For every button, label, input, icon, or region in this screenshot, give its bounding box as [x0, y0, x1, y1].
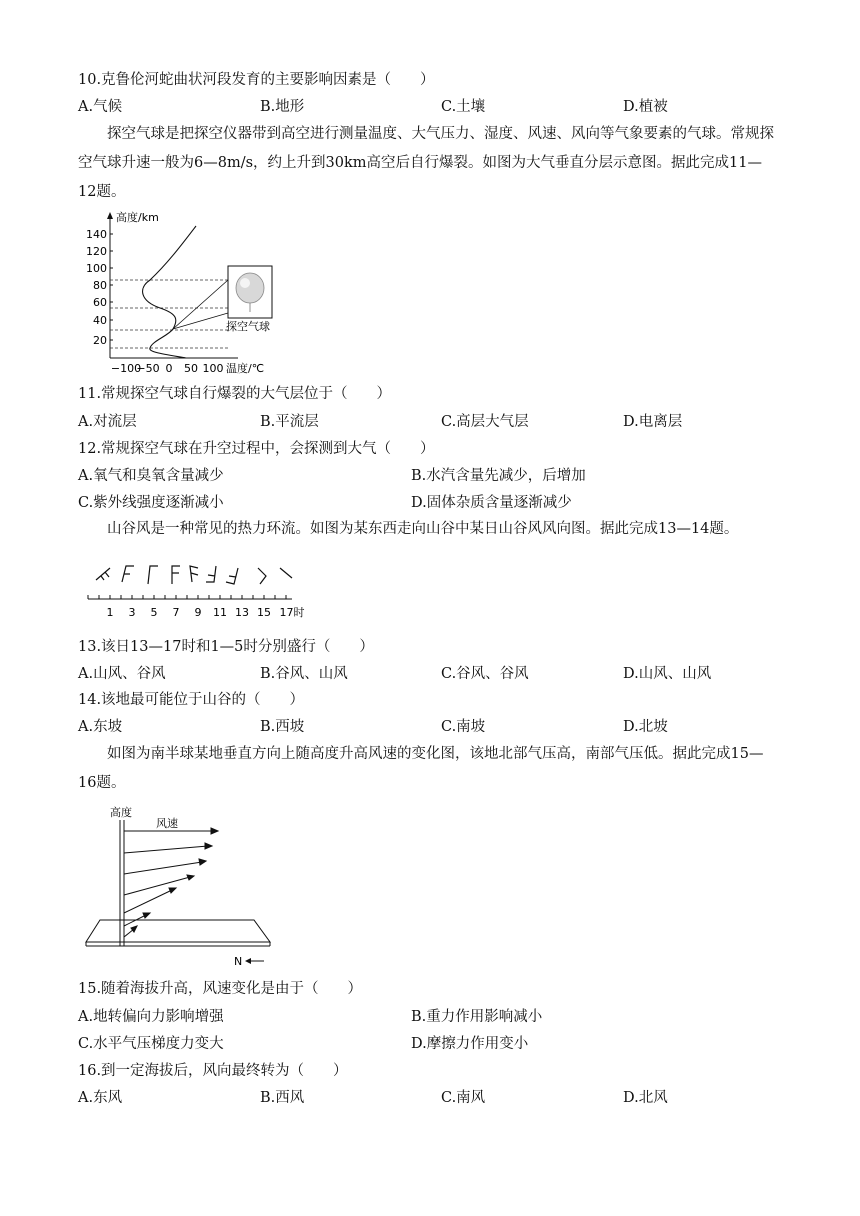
fig1-xlabel: 温度/℃ [226, 362, 265, 375]
fig2-tick: 13 [235, 606, 249, 619]
north-arrow-icon [245, 958, 251, 964]
intro-11-12: 探空气球是把探空仪器带到高空进行测量温度、大气压力、湿度、风速、风向等气象要素的气球。常规探空气球升速一般为6—8m/s，约上升到30km高空后自行爆裂。如图为大气垂直分层示意图。据此完成11—12题。 [78, 126, 774, 200]
intro-13-14: 山谷风是一种常见的热力环流。如图为某东西走向山谷中某日山谷风风向图。据此完成13—14题。 [107, 521, 739, 537]
q14-option-d[interactable]: D.北坡 [623, 719, 668, 735]
fig2-tick: 11 [213, 606, 227, 619]
q15-stem: 15.随着海拔升高，风速变化是由于（ ） [78, 981, 363, 997]
fig1-ytick: 20 [93, 334, 107, 347]
fig1-xtick: −100 [110, 362, 142, 375]
fig2-tick: 17时 [279, 606, 305, 619]
fig1-ylabel: 高度/km [116, 211, 159, 224]
q12-option-c[interactable]: C.紫外线强度逐渐减小 [78, 495, 224, 511]
intro-15-16: 如图为南半球某地垂直方向上随高度升高风速的变化图，该地北部气压高，南部气压低。据此完成15—16题。 [78, 746, 764, 791]
q13-option-a[interactable]: A.山风、谷风 [78, 666, 166, 682]
q16-stem: 16.到一定海拔后，风向最终转为（ ） [78, 1063, 348, 1079]
fig1-ytick: 40 [93, 314, 107, 327]
q10-option-b[interactable]: B.地形 [260, 99, 305, 115]
fig3-north-label: N [234, 955, 243, 968]
q12-option-b[interactable]: B.水汽含量先减少，后增加 [411, 468, 586, 484]
q14-option-a[interactable]: A.东坡 [78, 719, 123, 735]
q11-option-d[interactable]: D.电离层 [623, 414, 683, 430]
fig1-xtick: 50 [184, 362, 198, 375]
q11-stem: 11.常规探空气球自行爆裂的大气层位于（ ） [78, 386, 392, 402]
q10-option-a[interactable]: A.气候 [78, 99, 123, 115]
fig1-xtick: 100 [202, 362, 224, 375]
fig2-tick: 15 [257, 606, 271, 619]
q14-option-b[interactable]: B.西坡 [260, 719, 305, 735]
fig1-xtick: 0 [165, 362, 173, 375]
q11-option-a[interactable]: A.对流层 [78, 414, 137, 430]
balloon-icon [236, 273, 264, 303]
fig2-tick: 3 [128, 606, 136, 619]
q10-stem: 10.克鲁伦河蛇曲状河段发育的主要影响因素是（ ） [78, 72, 435, 88]
q15-option-b[interactable]: B.重力作用影响减小 [411, 1009, 543, 1025]
q15-option-d[interactable]: D.摩擦力作用变小 [411, 1036, 529, 1052]
fig1-ytick: 100 [86, 262, 107, 275]
figure-atmosphere-layers [78, 208, 328, 378]
q10-option-d[interactable]: D.植被 [623, 99, 668, 115]
q16-option-b[interactable]: B.西风 [260, 1090, 305, 1106]
q16-option-c[interactable]: C.南风 [441, 1090, 486, 1106]
q16-option-a[interactable]: A.东风 [78, 1090, 123, 1106]
fig2-tick: 1 [106, 606, 114, 619]
fig1-ytick: 60 [93, 296, 107, 309]
q13-option-d[interactable]: D.山风、山风 [623, 666, 712, 682]
fig1-balloon-label: 探空气球 [226, 320, 270, 333]
figure-valley-wind [82, 558, 322, 622]
fig3-ylabel: 高度 [110, 806, 132, 819]
fig2-tick: 9 [194, 606, 202, 619]
q16-option-d[interactable]: D.北风 [623, 1090, 668, 1106]
q12-stem: 12.常规探空气球在升空过程中，会探测到大气（ ） [78, 441, 435, 457]
q13-option-b[interactable]: B.谷风、山风 [260, 666, 348, 682]
q13-option-c[interactable]: C.谷风、谷风 [441, 666, 529, 682]
q15-option-c[interactable]: C.水平气压梯度力变大 [78, 1036, 224, 1052]
q10-option-c[interactable]: C.土壤 [441, 99, 486, 115]
fig1-ytick: 140 [86, 228, 107, 241]
fig2-tick: 5 [150, 606, 158, 619]
fig2-tick: 7 [172, 606, 180, 619]
fig1-ytick: 80 [93, 279, 107, 292]
temperature-curve [143, 226, 196, 358]
q12-option-a[interactable]: A.氧气和臭氧含量减少 [78, 468, 224, 484]
q11-option-c[interactable]: C.高层大气层 [441, 414, 529, 430]
q13-stem: 13.该日13—17时和1—5时分别盛行（ ） [78, 639, 374, 655]
fig1-xtick: −50 [136, 362, 160, 375]
q14-stem: 14.该地最可能位于山谷的（ ） [78, 692, 305, 708]
fig1-ytick: 120 [86, 245, 107, 258]
q12-option-d[interactable]: D.固体杂质含量逐渐减少 [411, 495, 572, 511]
q14-option-c[interactable]: C.南坡 [441, 719, 486, 735]
figure-wind-profile [82, 800, 282, 970]
q15-option-a[interactable]: A.地转偏向力影响增强 [78, 1009, 224, 1025]
q11-option-b[interactable]: B.平流层 [260, 414, 319, 430]
wind-barbs [96, 566, 292, 584]
fig3-speed-label: 风速 [156, 817, 178, 830]
